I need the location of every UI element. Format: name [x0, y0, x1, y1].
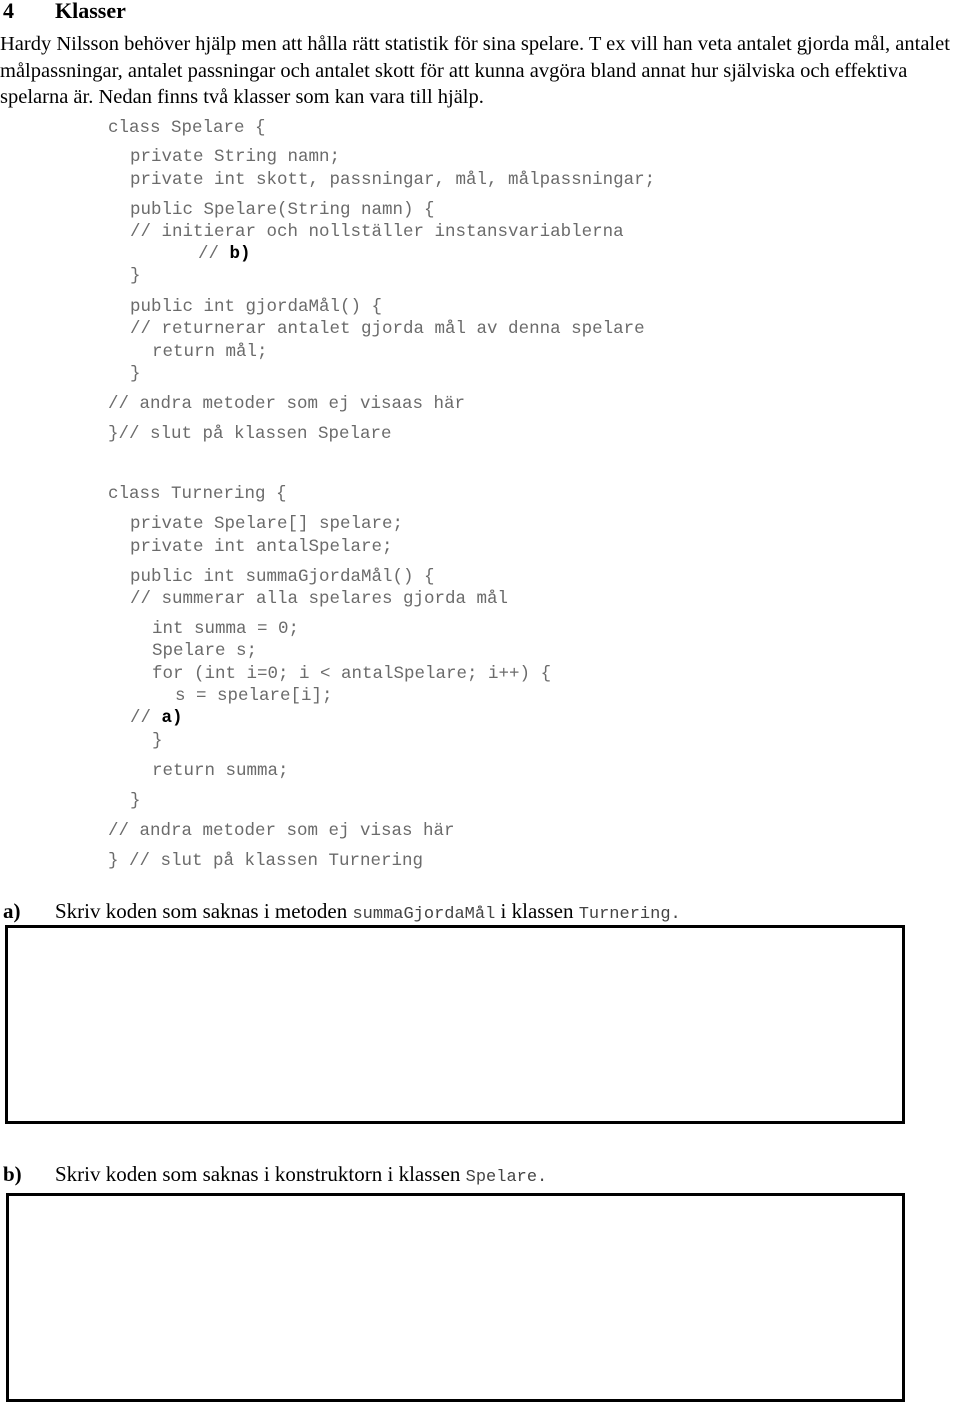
code-line: // summerar alla spelares gjorda mål — [130, 589, 509, 609]
code-line: } — [130, 364, 141, 384]
code-line: // andra metoder som ej visaas här — [108, 394, 466, 414]
question-a-code-method: summaGjordaMål — [352, 905, 496, 924]
code-line: int summa = 0; — [152, 619, 300, 639]
question-b-text: Skriv koden som saknas i konstruktorn i klassen Spelare. — [55, 1162, 548, 1187]
code-line: Spelare s; — [152, 641, 258, 661]
code-line: public int summaGjordaMål() { — [130, 567, 435, 587]
code-line: } — [130, 266, 141, 286]
code-line: // initierar och nollställer instansvariablerna — [130, 222, 624, 242]
code-line: class Turnering { — [108, 484, 287, 504]
code-line: return summa; — [152, 761, 289, 781]
code-line: private int skott, passningar, mål, målpassningar; — [130, 170, 656, 190]
code-line: for (int i=0; i < antalSpelare; i++) { — [152, 664, 552, 684]
section-number: 4 — [3, 0, 14, 23]
code-line: } — [130, 791, 141, 811]
code-line: } — [152, 731, 163, 751]
code-line: // returnerar antalet gjorda mål av denna spelare — [130, 319, 645, 339]
code-line: class Spelare { — [108, 118, 266, 138]
section-title: Klasser — [55, 0, 126, 23]
code-line: }// slut på klassen Spelare — [108, 424, 392, 444]
code-line: private String namn; — [130, 147, 341, 167]
answer-box-a[interactable] — [5, 925, 905, 1124]
intro-paragraph: Hardy Nilsson behöver hjälp men att hålla rätt statistik för sina spelare. T ex vill han veta antalet gjorda mål, antalet målpassningar, antalet passningar och antalet skott för att kunna avgöra bland annat hur själviska och effektiva spelarna är. Nedan finns två klasser som kan vara till hjälp. — [0, 33, 950, 108]
question-b-letter: b) — [3, 1162, 22, 1186]
question-a-letter: a) — [3, 899, 21, 923]
code-line: s = spelare[i]; — [175, 686, 333, 706]
code-line: // andra metoder som ej visas här — [108, 821, 455, 841]
code-line-marker-b: // b) — [198, 244, 251, 264]
code-line: public Spelare(String namn) { — [130, 200, 435, 220]
code-line: private Spelare[] spelare; — [130, 514, 404, 534]
code-line: } // slut på klassen Turnering — [108, 851, 424, 871]
code-line: public int gjordaMål() { — [130, 297, 383, 317]
question-b-code-class: Spelare. — [465, 1168, 548, 1187]
code-line: return mål; — [152, 342, 268, 362]
code-line: private int antalSpelare; — [130, 537, 393, 557]
answer-box-b[interactable] — [6, 1193, 905, 1402]
question-a-code-class: Turnering. — [578, 905, 681, 924]
question-a-text: Skriv koden som saknas i metoden summaGjordaMål i klassen Turnering. — [55, 899, 681, 924]
code-line-marker-a: // a) — [130, 708, 183, 728]
